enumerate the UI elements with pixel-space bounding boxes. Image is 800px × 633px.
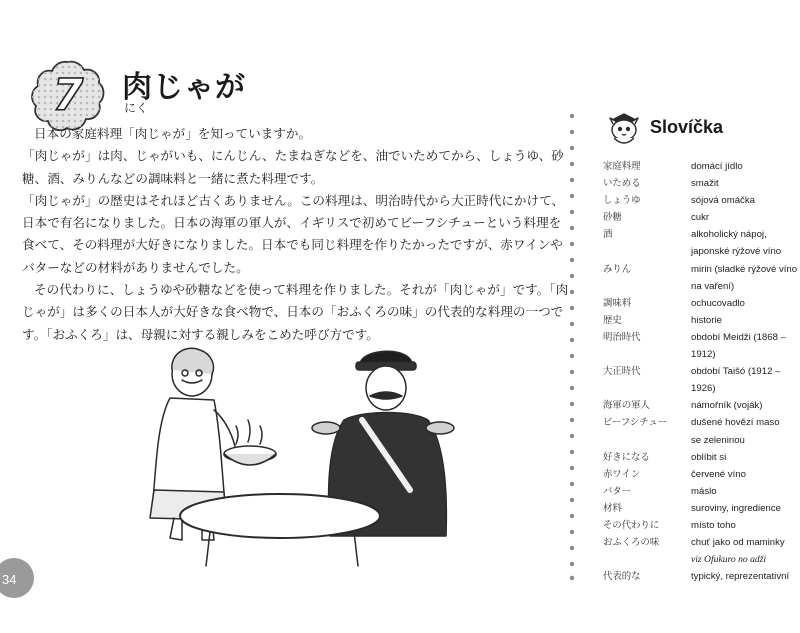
vocab-row (603, 466, 793, 483)
vocab-cz: období Meidži (1868 – (691, 331, 786, 343)
article-body (22, 126, 569, 349)
vocab-row (603, 380, 793, 397)
vocab-row (603, 568, 793, 585)
vocab-jp: 酒 (603, 229, 613, 241)
vocab-cz: námořník (voják) (691, 400, 763, 412)
vocab-row (603, 363, 793, 380)
vocab-cz: chuť jako od maminky (691, 537, 785, 549)
vocab-jp: しょうゆ (603, 195, 641, 207)
vocab-cz: typický, reprezentativní (691, 571, 790, 583)
vocab-row (603, 432, 793, 449)
vocab-jp: 砂糖 (603, 212, 622, 224)
vocab-cz: místo toho (691, 519, 736, 531)
vocab-row (603, 346, 793, 363)
vocab-cz: domácí jídlo (691, 161, 743, 172)
vocab-jp: 家庭料理 (603, 161, 641, 172)
vocab-jp: 赤ワイン (603, 468, 641, 480)
vocab-cz: červené víno (691, 468, 746, 480)
vocab-row (603, 226, 793, 243)
vocab-jp: いためる (603, 178, 641, 190)
vocab-row (603, 551, 793, 568)
vocab-jp: 大正時代 (603, 366, 641, 378)
vocab-row (603, 209, 793, 226)
body-line: 糖、酒、みりんなどの調味料と一緒に煮た料理です。 (22, 170, 324, 186)
vocab-jp: 代表的な (603, 571, 641, 583)
body-line: 食べて、その料理が大好きになりました。日本でも同じ料理を作りたかったですが、赤ワインや (22, 237, 563, 253)
chapter-badge (30, 58, 106, 134)
vocab-cz: japonské rýžové víno (691, 246, 782, 258)
body-line: その代わりに、しょうゆや砂糖などを使って料理を作りました。それが「肉じゃが」です。「肉 (34, 282, 569, 298)
vocab-row (603, 243, 793, 260)
vocab-row (603, 261, 798, 278)
chapter-title: 肉じゃが (122, 70, 246, 105)
vocab-jp: 歴史 (603, 314, 622, 326)
vocab-row (603, 483, 793, 500)
vocab-jp: 材料 (603, 502, 622, 514)
body-line: 日本の家庭料理「肉じゃが」を知っていますか。 (34, 126, 312, 141)
vocab-jp: 好きになる (603, 451, 650, 463)
vocab-cz: alkoholický nápoj, (691, 229, 767, 241)
grandmother-and-sailor-illustration (130, 340, 510, 570)
page-number-badge (0, 558, 34, 598)
vocab-cz: smažit (691, 178, 719, 190)
vocab-jp: みりん (603, 263, 632, 275)
vocab-cz: suroviny, ingredience (691, 502, 781, 514)
vocab-cz: se zeleninou (691, 434, 745, 446)
body-line: 日本で有名になりました。日本の海軍の軍人が、イギリスで初めてビーフシチューという料理を (22, 215, 562, 231)
vocab-jp: 海軍の軍人 (603, 400, 650, 412)
vocab-row (603, 414, 793, 431)
vocab-row (603, 500, 793, 517)
vocab-cz: období Taišó (1912 – (691, 366, 781, 378)
body-line: じゃが」は多くの日本人が大好きな食べ物で、日本の「おふくろの味」の代表的な料理の一つで (22, 304, 564, 320)
vocab-cz: dušené hovězí maso (691, 417, 780, 429)
vocab-row (603, 517, 793, 534)
body-line: 「肉じゃが」は肉、じゃがいも、にんじん、たまねぎなどを、油でいためてから、しょうゆ、砂 (22, 148, 564, 164)
vocab-row (603, 158, 793, 175)
vocab-jp: ビーフシチュー (603, 417, 668, 429)
vocab-row (603, 278, 793, 295)
chapter-number: 7 (52, 70, 84, 121)
vocab-cz: 1912) (691, 349, 716, 361)
vocab-row (603, 295, 793, 312)
cat-graduate-icon (604, 106, 646, 146)
vocab-title: Slovíčka (650, 117, 724, 137)
vocab-list (603, 158, 798, 585)
body-line: バターなどの材料がありませんでした。 (22, 259, 249, 275)
dotted-divider (569, 112, 575, 582)
vocab-jp: その代わりに (603, 519, 660, 531)
vocab-cz: na vaření) (691, 280, 735, 292)
vocab-jp: 明治時代 (603, 331, 641, 343)
page-number: 34 (2, 572, 17, 587)
vocab-cz: ochucovadlo (691, 297, 745, 309)
body-line: 「肉じゃが」の歴史はそれほど古くありません。この料理は、明治時代から大正時代にかけて、 (22, 192, 565, 208)
vocab-jp: 調味料 (603, 297, 632, 309)
vocab-row (603, 329, 793, 346)
illustration (130, 340, 510, 570)
vocab-cz: historie (691, 314, 722, 326)
vocab-cz: oblíbit si (691, 451, 727, 463)
vocab-cz: viz Ofukuro no adži (691, 554, 767, 566)
vocab-row (603, 192, 793, 209)
vocab-cz: mirin (sladké rýžové víno (691, 263, 798, 275)
vocab-cz: cukr (691, 212, 710, 224)
vocab-cz: 1926) (691, 383, 716, 395)
vocab-row (603, 534, 793, 551)
vocab-cz: sójová omáčka (691, 195, 755, 207)
vocab-cz: máslo (691, 485, 717, 497)
vocab-row (603, 312, 793, 329)
vocab-jp: バター (603, 485, 632, 497)
vocab-row (603, 175, 793, 192)
vocab-row (603, 397, 793, 414)
vocab-jp: おふくろの味 (603, 537, 660, 549)
vocab-row (603, 449, 793, 466)
body-line: す。「おふくろ」は、母親に対する親しみをこめた呼び方です。 (22, 326, 379, 342)
chapter-title-reading: にく (124, 101, 149, 115)
